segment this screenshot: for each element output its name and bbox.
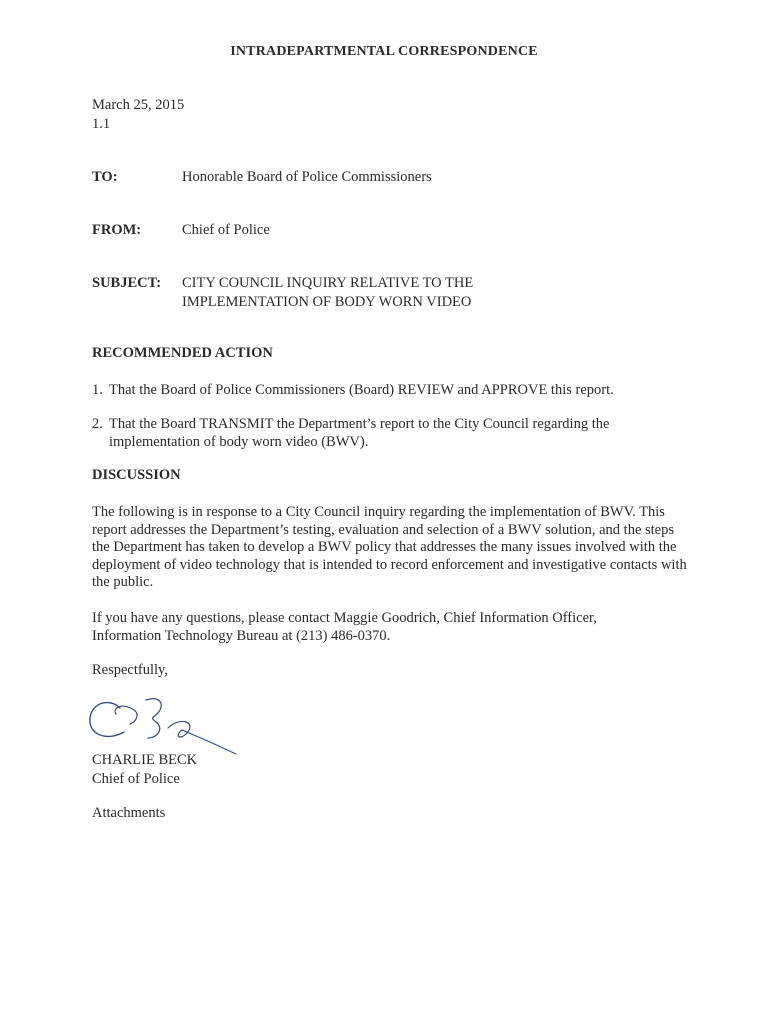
attachments-note: Attachments <box>92 805 166 821</box>
recommended-item-1 <box>92 381 652 399</box>
discussion-paragraph-2: If you have any questions, please contact Maggie Goodrich, Chief Information Officer, Information Technology Bureau at (213) 486-0370. <box>92 610 597 644</box>
subject-line-1: CITY COUNCIL INQUIRY RELATIVE TO THE <box>182 275 474 291</box>
signatory-title: Chief of Police <box>92 771 180 787</box>
subject-line-2: IMPLEMENTATION OF BODY WORN VIDEO <box>182 294 472 310</box>
subject-label: SUBJECT: <box>92 275 162 291</box>
recommended-action-title: RECOMMENDED ACTION <box>92 345 273 361</box>
discussion-title: DISCUSSION <box>92 467 181 483</box>
recommended-item-2 <box>92 415 652 451</box>
subject-value <box>182 274 602 312</box>
item-number: 2. <box>92 416 103 432</box>
item-text: That the Board of Police Commissioners (Board) REVIEW and APPROVE this report. <box>109 382 614 398</box>
item-text: That the Board TRANSMIT the Department’s report to the City Council regarding the implementation of body worn video (BWV). <box>109 416 610 450</box>
memo-date: March 25, 2015 <box>92 97 185 113</box>
signature-image <box>86 688 246 760</box>
memo-reference: 1.1 <box>92 116 111 132</box>
salutation: Respectfully, <box>92 662 168 678</box>
from-value: Chief of Police <box>182 222 270 238</box>
item-number: 1. <box>92 382 103 398</box>
discussion-paragraph-1: The following is in response to a City Council inquiry regarding the implementation of BWV. This report addresses the Department’s testing, evaluation and selection of a BWV solution, and the steps the Department has taken to develop a BWV policy that addresses the many issues involved with the deployment of video technology that is intended to record enforcement and investigative contacts with the public. <box>92 504 687 590</box>
from-label: FROM: <box>92 222 142 238</box>
date-block <box>92 96 184 134</box>
document-heading: INTRADEPARTMENTAL CORRESPONDENCE <box>230 44 538 59</box>
signatory-block <box>92 751 692 789</box>
to-value: Honorable Board of Police Commissioners <box>182 169 432 185</box>
signatory-name: CHARLIE BECK <box>92 752 198 768</box>
to-label: TO: <box>92 169 118 185</box>
